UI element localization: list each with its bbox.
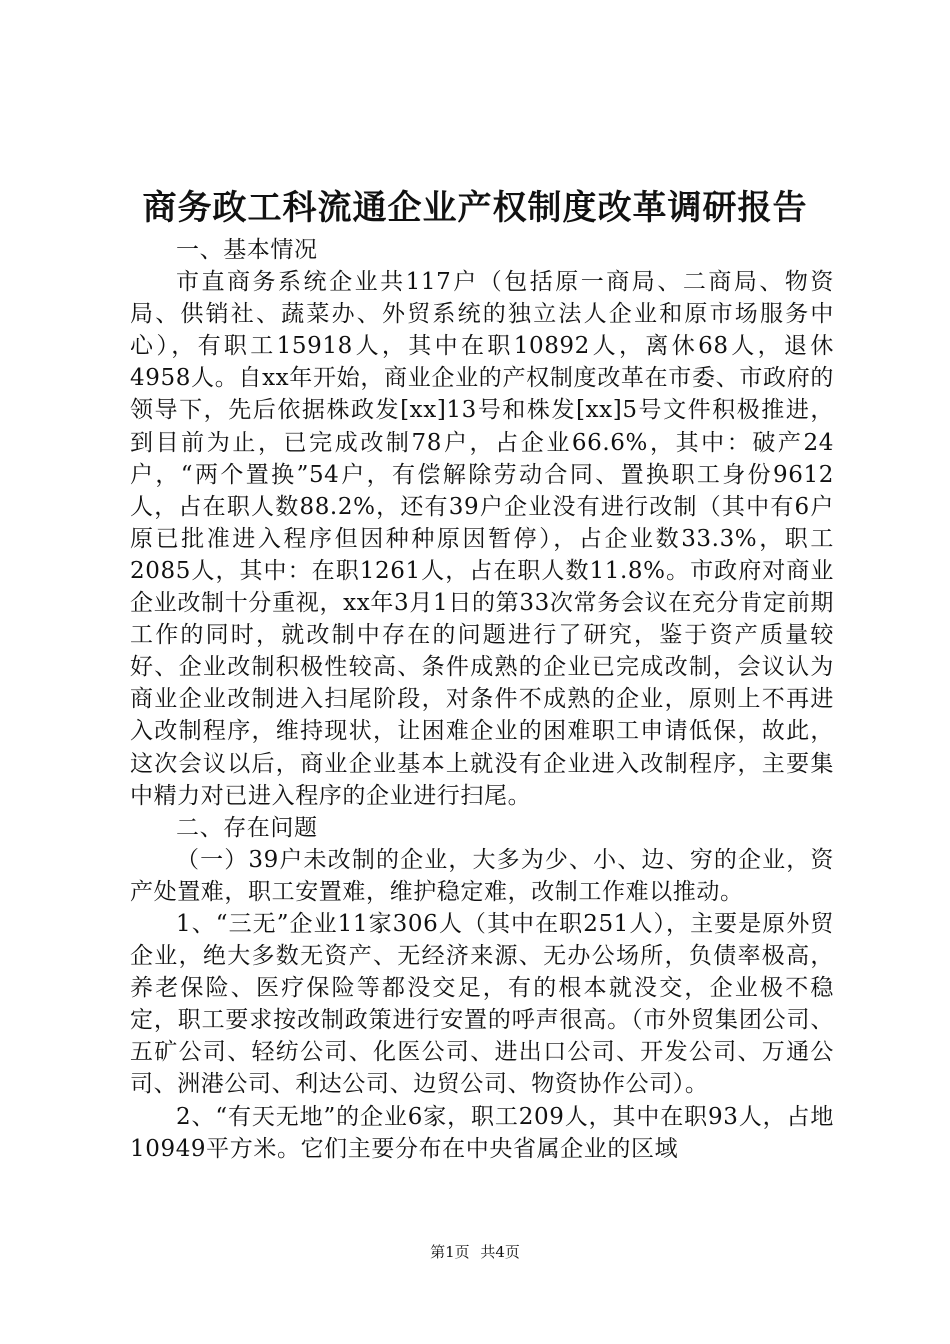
section-heading: 一、基本情况: [176, 237, 318, 263]
document-title: 商务政工科流通企业产权制度改革调研报告: [142, 188, 808, 228]
body-paragraph: 2、“有天无地”的企业6家，职工209人，其中在职93人，占地10949平方米。它们主要分布在中央省属企业的区域: [130, 1103, 834, 1162]
body-paragraph: 市直商务系统企业共117户（包括原一商局、二商局、物资局、供销社、蔬菜办、外贸系统的独立法人企业和原市场服务中心），有职工15918人，其中在职10892人，离休68人，退休4958人。自xx年开始，商业企业的产权制度改革在市委、市政府的领导下，先后依据株政发[xx]13号和株发[xx]5号文件积极推进，到目前为止，已完成改制78户，占企业66.6%，其中：破产24户，“两个置换”54户，有偿解除劳动合同、置换职工身份9612人，占在职人数88.2%，还有39户企业没有进行改制（其中有6户原已批准进入程序但因种种原因暂停），占企业数33.3%，职工2085人，其中：在职1261人，占在职人数11.8%。市政府对商业企业改制十分重视，xx年3月1日的第33次常务会议在充分肯定前期工作的同时，就改制中存在的问题进行了研究，鉴于资产质量较好、企业改制积极性较高、条件成熟的企业已完成改制，会议认为商业企业改制进入扫尾阶段，对条件不成熟的企业，原则上不再进入改制程序，维持现状，让困难企业的困难职工申请低保，故此，这次会议以后，商业企业基本上就没有企业进入改制程序，主要集中精力对已进入程序的企业进行扫尾。: [130, 269, 834, 809]
document-body: [130, 234, 834, 1165]
page-number: 第1页: [430, 1243, 470, 1261]
section-heading: 二、存在问题: [176, 814, 318, 841]
body-paragraph: （一）39户未改制的企业，大多为少、小、边、穷的企业，资产处置难，职工安置难，维护稳定难，改制工作难以推动。: [130, 846, 834, 905]
page-total: 共4页: [480, 1243, 520, 1261]
page-footer: [0, 1242, 950, 1262]
body-paragraph: 1、“三无”企业11家306人（其中在职251人），主要是原外贸企业，绝大多数无资产、无经济来源、无办公场所，负债率极高，养老保险、医疗保险等都没交足，有的根本就没交，企业极不稳定，职工要求按改制政策进行安置的呼声很高。（市外贸集团公司、五矿公司、轻纺公司、化医公司、进出口公司、开发公司、万通公司、洲港公司、利达公司、边贸公司、物资协作公司）。: [130, 910, 834, 1098]
